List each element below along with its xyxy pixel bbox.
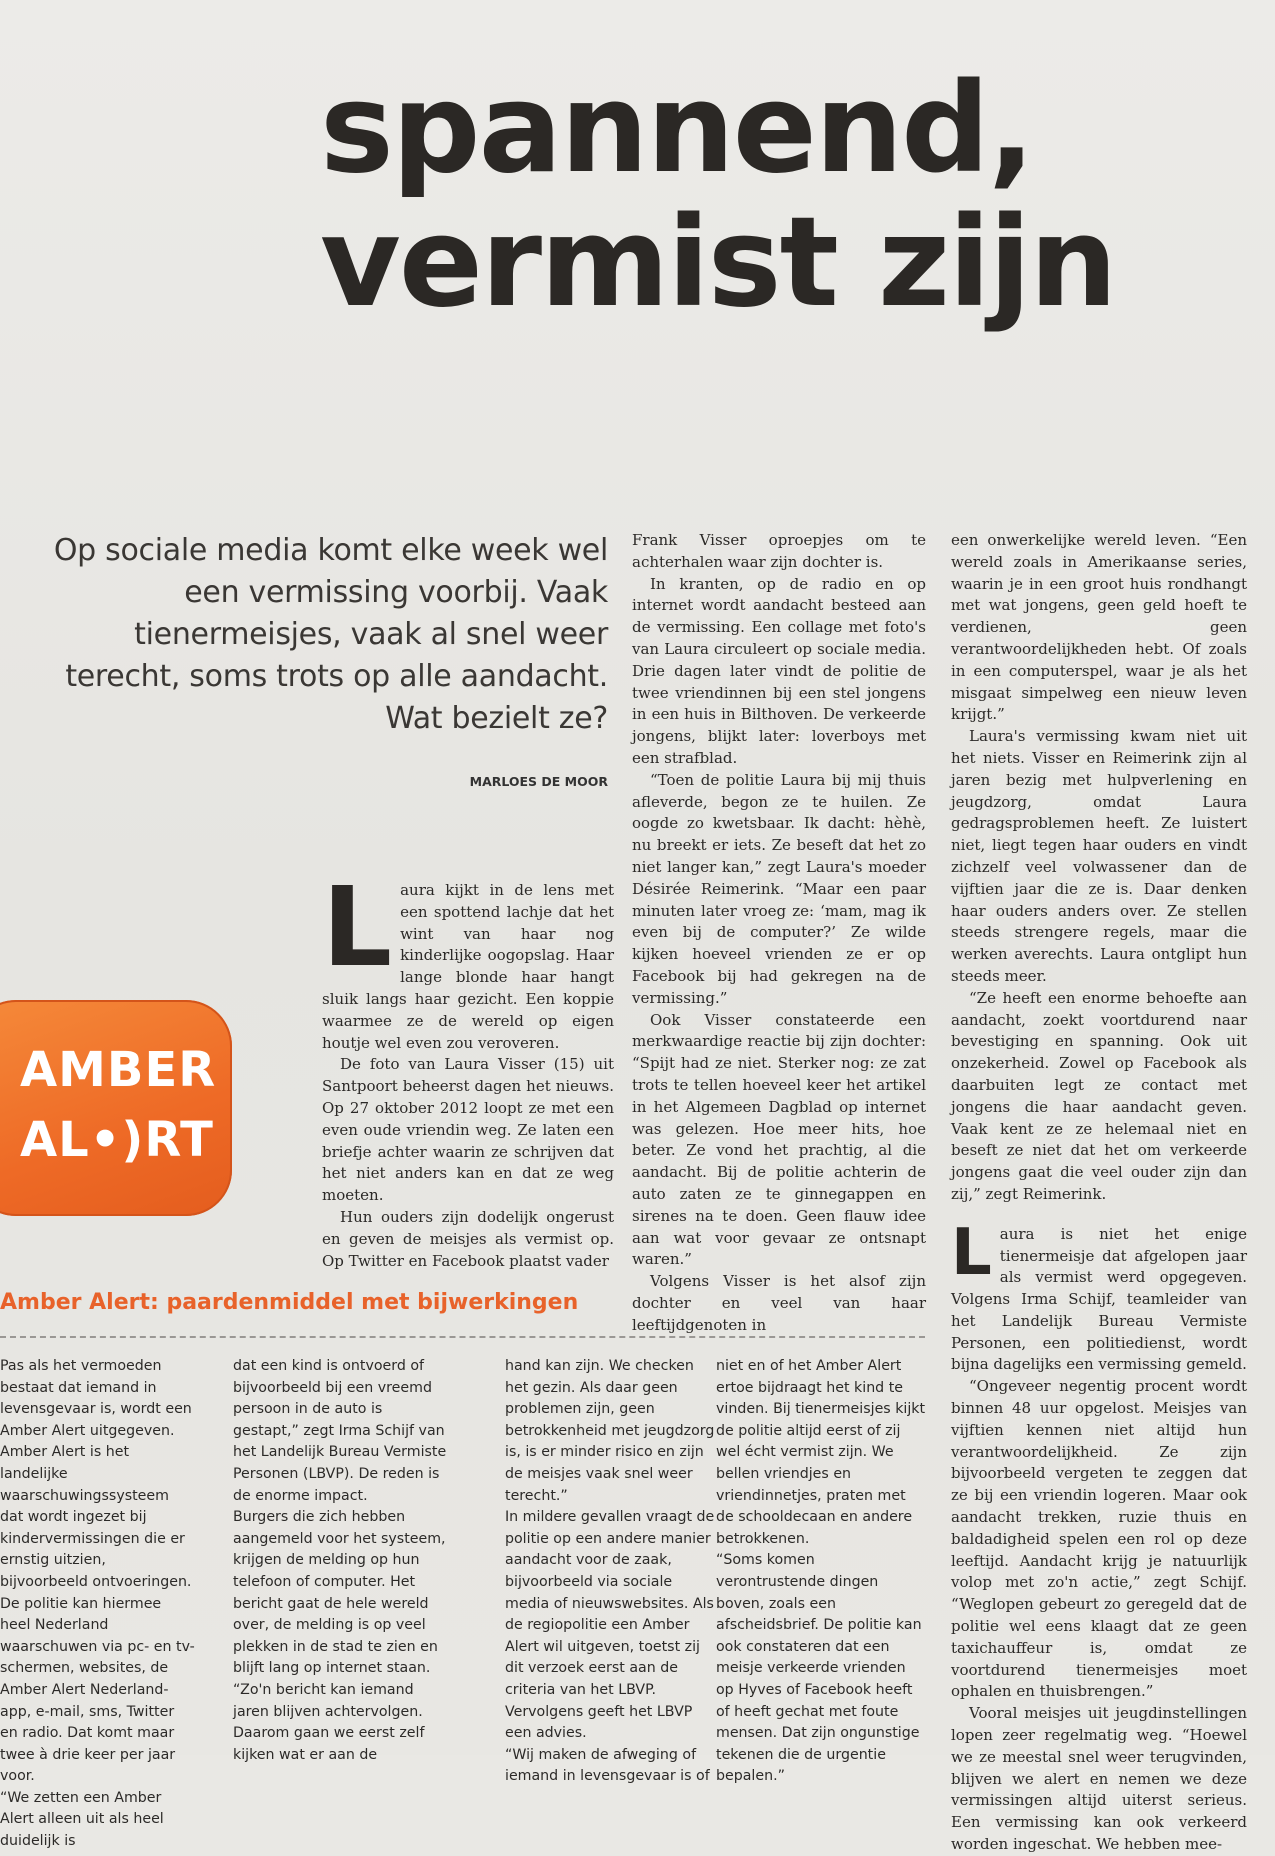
box-column-2 bbox=[233, 1356, 448, 1766]
paragraph: Ook Visser constateerde een merkwaardige reactie bij zijn dochter: “Spijt had ze niet. Sterker nog: ze zat trots te tellen hoeveel keer het artikel in het Algemeen Dagblad op internet was gelezen. Hoe meer hits, hoe beter. Ze vond het prachtig, al die aandacht. Bij de politie achterin de auto zaten ze te ginnegappen en sirenes na te doen. Geen flauw idee aan wat voor gevaar ze ontsnapt waren.” bbox=[632, 1010, 926, 1269]
paragraph: Vooral meisjes uit jeugdinstellingen lopen zeer regelmatig weg. “Hoewel we ze meestal snel weer terugvinden, blijven we alert en nemen we deze vermissingen altijd uiterst serieus. Een vermissing kan ook verkeerd worden ingeschat. We hebben mee- bbox=[951, 1704, 1247, 1854]
byline: MARLOES DE MOOR bbox=[469, 774, 608, 789]
logo-line-1: AMBER bbox=[20, 1042, 217, 1098]
box-paragraph: Pas als het vermoeden bestaat dat iemand in levensgevaar is, wordt een Amber Alert uitgegeven. Amber Alert is het landelijke waarschuwingssysteem dat wordt ingezet bij kindervermissingen die er ernstig uitzien, bijvoorbeeld ontvoeringen. bbox=[0, 1358, 192, 1590]
box-paragraph: “Soms komen verontrustende dingen boven, zoals een afscheidsbrief. De politie kan ook constateren dat een meisje verkeerde vrienden op Hyves of Facebook heeft of heeft gechat met foute mensen. Dat zijn ongunstige tekenen die de urgentie bepalen.” bbox=[716, 1552, 922, 1785]
box-column-1 bbox=[0, 1356, 196, 1853]
paragraph: De foto van Laura Visser (15) uit Santpoort beheerst dagen het nieuws. Op 27 oktober 2012 loopt ze met een even oude vriendin weg. Ze laten een briefje achter waarin ze schrijven dat het niet anders kan en dat ze weg moeten. bbox=[322, 1055, 614, 1205]
headline bbox=[320, 57, 1220, 335]
box-title: Amber Alert: paardenmiddel met bijwerkingen bbox=[0, 1290, 579, 1315]
logo-line-2: AL•)RT bbox=[20, 1112, 214, 1168]
box-paragraph: hand kan zijn. We checken het gezin. Als daar geen problemen zijn, geen betrokkenheid met jeugdzorg is, is er minder risico en zijn de meisjes vaak snel weer terecht.” bbox=[505, 1358, 715, 1504]
paragraph: Frank Visser oproepjes om te achterhalen waar zijn dochter is. bbox=[632, 531, 926, 571]
article-column-1 bbox=[322, 863, 614, 1272]
drop-cap: L bbox=[322, 863, 393, 991]
box-paragraph: “Wij maken de afweging of iemand in levensgevaar is of bbox=[505, 1746, 710, 1785]
box-paragraph: De politie kan hiermee heel Nederland waarschuwen via pc- en tv-schermen, websites, de Amber Alert Nederland-app, e-mail, sms, Twitter en radio. Dat komt maar twee à drie keer per jaar voor. bbox=[0, 1595, 195, 1785]
section-gap bbox=[951, 1206, 1247, 1224]
paragraph: Volgens Visser is het alsof zijn dochter en veel van haar leeftijdgenoten in bbox=[632, 1272, 926, 1334]
amber-alert-logo bbox=[0, 1000, 232, 1216]
box-paragraph: niet en of het Amber Alert ertoe bijdraagt het kind te vinden. Bij tienermeisjes kijkt de politie altijd eerst of zij wel écht vermist zijn. We bellen vriendjes en vriendinnetjes, praten met de schooldecaan en andere betrokkenen. bbox=[716, 1358, 926, 1547]
paragraph: In kranten, op de radio en op internet wordt aandacht besteed aan de vermissing. Een collage met foto's van Laura circuleert op sociale media. Drie dagen later vindt de politie de twee vriendinnen bij een stel jongens in een huis in Bilthoven. De verkeerde jongens, blijkt later: loverboys met een strafblad. bbox=[632, 574, 926, 767]
paragraph: aura is niet het enige tienermeisje dat afgelopen jaar als vermist werd opgegeven. Volgens Irma Schijf, teamleider van het Landelijk Bureau Vermiste Personen, een politiedienst, wordt bijna dagelijks een vermissing gemeld. bbox=[951, 1224, 1247, 1374]
box-paragraph: “We zetten een Amber Alert alleen uit als heel duidelijk is bbox=[0, 1789, 164, 1850]
headline-line-2: vermist zijn bbox=[320, 191, 1116, 335]
intro-lead: Op sociale media komt elke week wel een vermissing voorbij. Vaak tienermeisjes, vaak al snel weer terecht, soms trots op alle aandacht. Wat bezielt ze? bbox=[53, 533, 608, 736]
paragraph: “Ongeveer negentig procent wordt binnen 48 uur opgelost. Meisjes van vijftien kennen niet altijd hun verantwoordelijkheid. Ze zijn bijvoorbeeld vergeten te zeggen dat ze bij een vriendin logeren. Maar ook aandacht trekken, ruzie thuis en baldadigheid spelen een rol op deze leeftijd. Aandacht krijg je natuurlijk volop met zo'n actie,” zegt Schijf. “Weglopen gebeurt zo geregeld dat de politie wel eens klaagt dat ze geen taxichauffeur is, omdat ze voortdurend tienermeisjes moet ophalen en thuisbrengen.” bbox=[951, 1377, 1247, 1701]
box-column-3 bbox=[505, 1356, 715, 1788]
paragraph: aura kijkt in de lens met een spottend lachje dat het wint van haar nog kinderlijke oogopslag. Haar lange blonde haar hangt sluik langs haar gezicht. Een koppie waarmee ze de wereld op eigen houtje wel even zou veroveren. bbox=[322, 881, 614, 1052]
box-paragraph: Burgers die zich hebben aangemeld voor het systeem, krijgen de melding op hun telefoon of computer. Het bericht gaat de hele wereld over, de melding is op veel plekken in de stad te zien en blijft lang op internet staan. “Zo'n bericht kan iemand jaren blijven achtervolgen. Daarom gaan we eerst zelf kijken wat er aan de bbox=[233, 1509, 446, 1763]
article-column-3 bbox=[951, 530, 1247, 1856]
article-column-2 bbox=[632, 530, 926, 1336]
paragraph: Hun ouders zijn dodelijk ongerust en geven de meisjes als vermist op. Op Twitter en Facebook plaatst vader bbox=[322, 1207, 614, 1270]
paragraph: “Ze heeft een enorme behoefte aan aandacht, zoekt voortdurend naar bevestiging en spanning. Ook uit onzekerheid. Zowel op Facebook als daarbuiten legt ze contact met jongens die haar aandacht geven. Vaak kent ze ze helemaal niet en beseft ze niet dat het om verkeerde jongens gaat die veel ouder zijn dan zij,” zegt Reimerink. bbox=[951, 988, 1247, 1203]
box-paragraph: In mildere gevallen vraagt de politie op een andere manier aandacht voor de zaak, bijvoorbeeld via sociale media of nieuwswebsites. Als de regiopolitie een Amber Alert wil uitgeven, toetst zij dit verzoek eerst aan de criteria van het LBVP. Vervolgens geeft het LBVP een advies. bbox=[505, 1509, 715, 1742]
box-paragraph: dat een kind is ontvoerd of bijvoorbeeld bij een vreemd persoon in de auto is gestapt,” zegt Irma Schijf van het Landelijk Bureau Vermiste Personen (LBVP). De reden is de enorme impact. bbox=[233, 1358, 447, 1504]
dashed-divider bbox=[0, 1336, 925, 1338]
paragraph: “Toen de politie Laura bij mij thuis afleverde, begon ze te huilen. Ze oogde zo kwetsbaar. Ik dacht: hèhè, nu breekt er iets. Ze beseft dat het zo niet langer kan,” zegt Laura's moeder Désirée Reimerink. “Maar een paar minuten later vroeg ze: ‘mam, mag ik even bij de computer?’ Ze wilde kijken hoeveel vrienden ze er op Facebook bij had gekregen na de vermissing.” bbox=[632, 770, 926, 1007]
paragraph: een onwerkelijke wereld leven. “Een wereld zoals in Amerikaanse series, waarin je in een groot huis rondhangt met wat jongens, geen geld hoeft te verdienen, geen verantwoordelijkheden hebt. Of zoals in een computerspel, waar je als het misgaat simpelweg een nieuw leven krijgt.” bbox=[951, 531, 1247, 724]
box-column-4 bbox=[716, 1356, 926, 1788]
drop-cap: L bbox=[951, 1215, 992, 1290]
paragraph: Laura's vermissing kwam niet uit het niets. Visser en Reimerink zijn al jaren bezig met hulpverlening en jeugdzorg, omdat Laura gedragsproblemen heeft. Ze luistert niet, liegt tegen haar ouders en vindt zichzelf veel volwassener dan de vijftien jaar die ze is. Daar denken haar ouders anders over. Ze stellen steeds strengere regels, maar die werken averechts. Laura ontglipt hun steeds meer. bbox=[951, 727, 1247, 985]
headline-line-1: spannend, bbox=[320, 57, 1034, 201]
